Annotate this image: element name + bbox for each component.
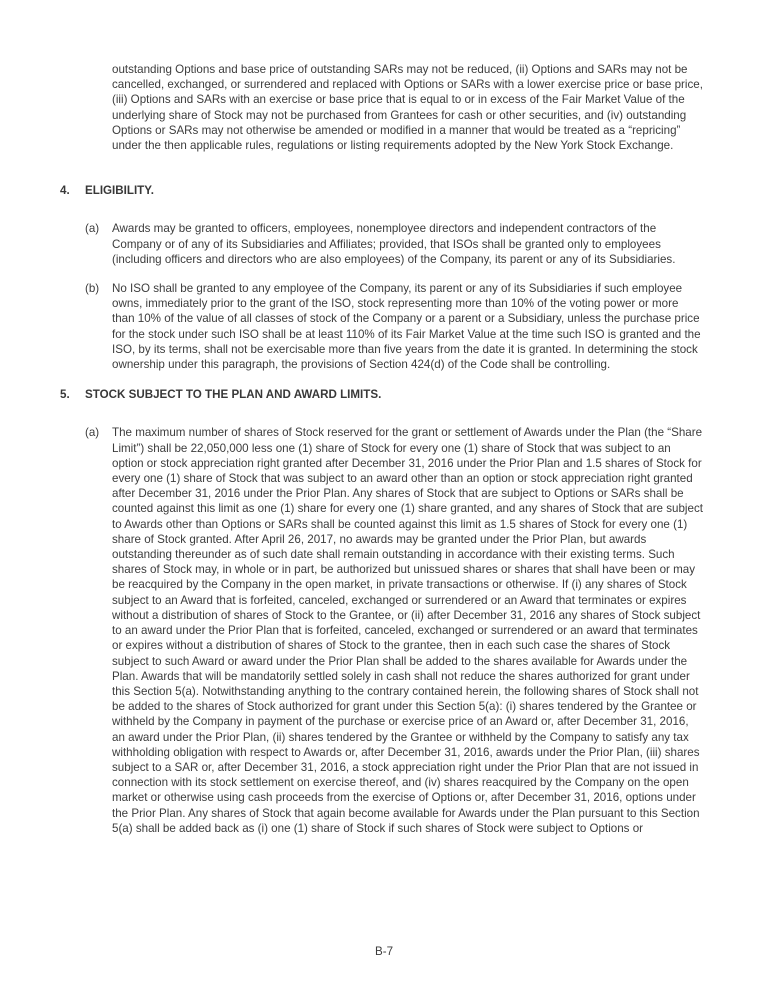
clause-4b-label: (b) xyxy=(85,282,100,296)
section-4-title: ELIGIBILITY. xyxy=(85,184,154,198)
clause-5a-text: The maximum number of shares of Stock reserved for the grant or settlement of Awards under the Plan (the “Share Limit”) shall be 22,050,000 less one (1) share of Stock for every one (1) share of Stock that was subject to an option or stock appreciation right granted after December 31, 2016 under the Prior Plan and 1.5 shares of Stock for every one (1) share of Stock that was subject to an award other than an option or stock appreciation right granted after December 31, 2016 under the Prior Plan. Any shares of Stock that are subject to Options or SARs shall be counted against this limit as one (1) share for every one (1) share granted, and any shares of Stock that are subject to Awards other than Options or SARs shall be counted against this limit as 1.5 shares of Stock for every one (1) share of Stock granted. After April 26, 2017, no awards may be granted under the Prior Plan, but awards outstanding thereunder as of such date shall remain outstanding in accordance with their existing terms. Such shares of Stock may, in whole or in part, be authorized but unissued shares or shares that shall have been or may be reacquired by the Company in the open market, in private transactions or otherwise. If (i) any shares of Stock subject to an Award that is forfeited, canceled, exchanged or surrendered or an Award that terminates or expires without a distribution of shares of Stock to the Grantee, or (ii) after December 31, 2016 any shares of Stock subject to an award under the Prior Plan that is forfeited, canceled, exchanged or surrendered or an award that terminates or expires without a distribution of shares of Stock to the grantee, then in each such case the shares of Stock subject to such Award or award under the Prior Plan shall be added to the shares available for Awards under the Plan. Awards that will be mandatorily settled solely in cash shall not reduce the shares authorized for grant under this Section 5(a). Notwithstanding anything to the contrary contained herein, the following shares of Stock shall not be added to the shares of Stock authorized for grant under this Section 5(a): (i) shares tendered by the Grantee or withheld by the Company in payment of the purchase or exercise price of an Award or, after December 31, 2016, an award under the Prior Plan, (ii) shares tendered by the Grantee or withheld by the Company to satisfy any tax withholding obligation with respect to Awards or, after December 31, 2016, awards under the Prior Plan, (iii) shares subject to a SAR or, after December 31, 2016, a stock appreciation right under the Prior Plan that are not issued in connection with its stock settlement on exercise thereof, and (iv) shares reacquired by the Company on the open market or otherwise using cash proceeds from the exercise of Options or, after December 31, 2016, options under the Prior Plan. Any shares of Stock that again become available for Awards under the Plan pursuant to this Section 5(a) shall be added back as (i) one (1) share of Stock if such shares of Stock were subject to Options or xyxy=(112,426,703,835)
continuation-paragraph: outstanding Options and base price of outstanding SARs may not be reduced, (ii) Options and SARs may not be cancelled, exchanged, or surrendered and replaced with Options or SARs with a lower exercise price or base price, (iii) Options and SARs with an exercise or base price that is equal to or in excess of the Fair Market Value of the underlying share of Stock may not be purchased from Grantees for cash or other securities, and (iv) outstanding Options or SARs may not otherwise be amended or modified in a manner that would be treated as a “repricing” under the then applicable rules, regulations or listing requirements adopted by the New York Stock Exchange. xyxy=(112,63,703,153)
clause-4b xyxy=(85,281,704,372)
clause-5a-label: (a) xyxy=(85,426,100,440)
section-5-number: 5. xyxy=(60,388,70,402)
section-5-heading xyxy=(60,387,704,402)
page-footer xyxy=(0,944,768,959)
page-number: B-7 xyxy=(374,945,394,958)
section-4-heading xyxy=(60,183,704,198)
clause-4b-text: No ISO shall be granted to any employee of the Company, its parent or any of its Subsidiaries if such employee owns, immediately prior to the grant of the ISO, stock representing more than 10% of the voting power or more than 10% of the value of all classes of stock of the Company or a parent or a Subsidiary, unless the purchase price for the stock under such ISO shall be at least 110% of its Fair Market Value at the time such ISO is granted and the ISO, by its terms, shall not be exercisable more than five years from the date it is granted. In determining the stock ownership under this paragraph, the provisions of Section 424(d) of the Code shall be controlling. xyxy=(112,282,701,372)
clause-4a-text: Awards may be granted to officers, employees, nonemployee directors and independent contractors of the Company or of any of its Subsidiaries and Affiliates; provided, that ISOs shall be granted only to employees (including officers and directors who are also employees) of the Company, its parent or any of its Subsidiaries. xyxy=(112,222,676,266)
section-4-number: 4. xyxy=(60,184,70,198)
clause-4a-label: (a) xyxy=(85,222,100,236)
clause-5a xyxy=(85,425,704,835)
clause-4a xyxy=(85,221,704,267)
section-5-title: STOCK SUBJECT TO THE PLAN AND AWARD LIMITS. xyxy=(85,388,382,402)
